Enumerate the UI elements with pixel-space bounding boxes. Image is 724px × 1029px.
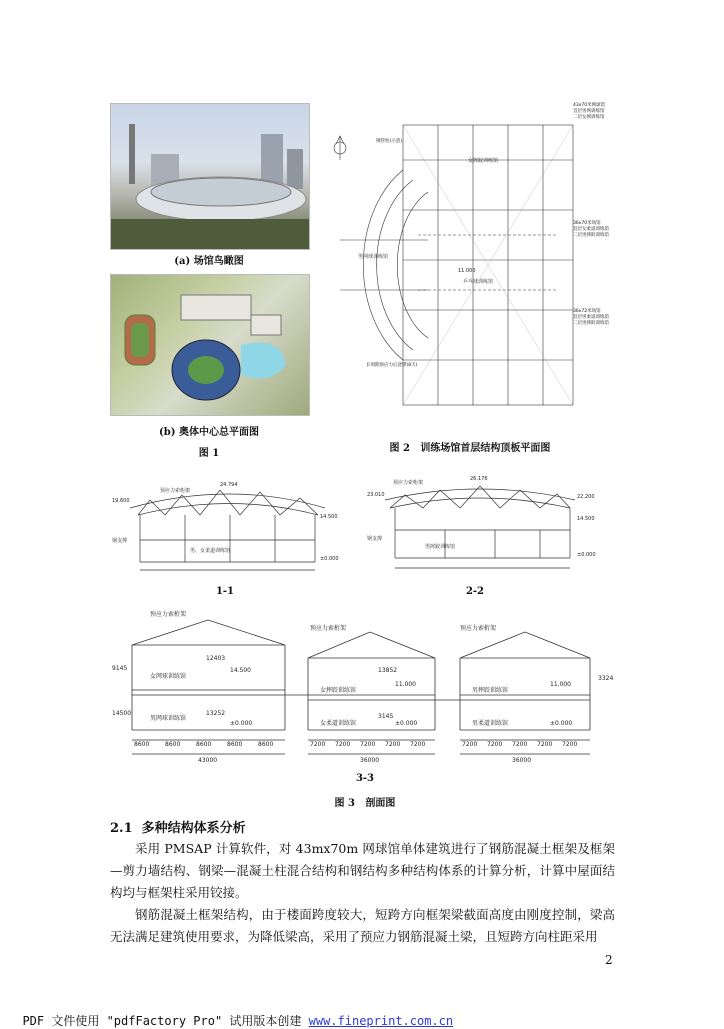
plan-note: 钢管柱(示意) <box>376 139 403 144</box>
pdf-footer <box>8 998 708 1029</box>
plan-room-label: 女摔跤训练馆 <box>468 158 499 164</box>
sec33-truss-label: 预应力索桁架 <box>460 625 497 632</box>
figure1-label: 图 1 <box>198 448 220 459</box>
sec22-elev: ±0.000 <box>577 552 596 558</box>
footer-text: PDF 文件使用 "pdfFactory Pro" 试用版本创建 <box>22 1014 309 1028</box>
sec33-level: 11.000 <box>550 681 571 688</box>
sec33-dim: 7200 <box>462 741 478 748</box>
sec33-dim: 7200 <box>310 741 326 748</box>
sec33-dim: 8600 <box>227 741 243 748</box>
sec33-dim: 7200 <box>487 741 503 748</box>
section-2-2-drawing <box>365 470 605 580</box>
sec33-room-lower: 男柔道训练馆 <box>472 720 509 727</box>
figure1a-caption: (a) 场馆鸟瞰图 <box>174 256 244 267</box>
sec22-tag: 钢支撑 <box>367 536 383 542</box>
sec33-height: 14500 <box>112 710 132 717</box>
sec11-tag: 钢支撑 <box>112 538 128 544</box>
sec11-tag: 男、女柔道训练馆 <box>190 548 231 554</box>
section-3-3-label: 3-3 <box>355 773 375 784</box>
paragraph-2: 钢筋混凝土框架结构，由于楼面跨度较大，短跨方向框架梁截面高度由刚度控制，梁高无法满足建筑使用要求，为降低梁高，采用了预应力钢筋混凝土梁，且短跨方向柱距采用 <box>110 907 615 944</box>
sec33-dim: 8600 <box>196 741 212 748</box>
page-number: 2 <box>605 953 613 967</box>
figure1b-caption: (b) 奥体中心总平面图 <box>159 427 259 438</box>
sec33-dim: 7200 <box>537 741 553 748</box>
sec11-tag: 预应力索桁架 <box>160 488 191 494</box>
sec33-total: 36000 <box>512 757 532 764</box>
sec33-height: 13852 <box>378 667 398 674</box>
sec33-height: 13252 <box>206 710 226 717</box>
plan-room-label: 男网球训练馆 <box>358 254 389 260</box>
sec33-level: ±0.000 <box>550 720 573 727</box>
sec22-elev: 26.176 <box>470 476 488 482</box>
section-2-2-svg <box>365 470 605 580</box>
section-3-3-svg <box>110 600 620 770</box>
plan-note: 43x70米网球馆 首层男网训练馆 二层女网训练馆 <box>573 103 606 120</box>
sec11-elev: 14.500 <box>320 514 338 520</box>
aerial-photo-sketch <box>111 104 309 249</box>
sec22-tag: 男摔跤训练馆 <box>425 544 456 550</box>
sec33-total: 43000 <box>198 757 218 764</box>
sec33-room-upper: 男摔跤训练馆 <box>472 687 509 694</box>
section-1-1-label: 1-1 <box>215 586 235 597</box>
plan-note: 36x70米场馆 首层女柔道训练馆 二层男摔跤训练馆 <box>573 221 609 238</box>
figure3-label: 图 3 剖面图 <box>334 798 396 809</box>
sec11-elev: 19.600 <box>112 498 130 504</box>
section-3-3-drawing <box>110 600 620 770</box>
sec22-elev: 23.010 <box>367 492 385 498</box>
sec33-room-lower: 女柔道训练馆 <box>320 720 357 727</box>
sec33-level: ±0.000 <box>395 720 418 727</box>
plan-svg <box>318 100 618 415</box>
section-1-1-svg <box>110 470 340 580</box>
plan-elev: 11.000 <box>458 268 476 274</box>
sec33-dim: 8600 <box>258 741 274 748</box>
plan-note: 长周期预应力后浇带(8天) <box>366 363 418 368</box>
sec33-dim: 7200 <box>512 741 528 748</box>
sec33-level: ±0.000 <box>230 720 253 727</box>
sec33-dim: 7200 <box>385 741 401 748</box>
sec33-dim: 8600 <box>165 741 181 748</box>
sec33-level: 14.500 <box>230 667 251 674</box>
plan-note: 36x72米场馆 首层男柔道训练馆 二层男摔跤训练馆 <box>573 309 609 326</box>
sec22-elev: 14.500 <box>577 516 595 522</box>
sec33-room-upper: 女网球训练馆 <box>150 673 187 680</box>
sec33-dim: 7200 <box>410 741 426 748</box>
site-plan-sketch <box>111 275 309 415</box>
aerial-photo <box>110 103 310 250</box>
sec33-room-upper: 女摔跤训练馆 <box>320 687 357 694</box>
sec33-truss-label: 预应力索桁架 <box>310 625 347 632</box>
sec33-dim: 8600 <box>134 741 150 748</box>
paragraph-1: 采用 PMSAP 计算软件，对 43mx70m 网球馆单体建筑进行了钢筋混凝土框架及框架—剪力墙结构、钢梁—混凝土柱混合结构和钢结构多种结构体系的计算分析，计算中屋面结构均与框架柱采用铰接。 <box>110 841 615 900</box>
section-1-1-drawing <box>110 470 340 580</box>
sec33-dim: 7200 <box>335 741 351 748</box>
structural-plan-drawing <box>318 100 618 415</box>
sec33-total: 36000 <box>360 757 380 764</box>
sec22-tag: 预应力索桁架 <box>393 480 424 486</box>
sec33-truss-label: 预应力索桁架 <box>150 611 187 618</box>
sec22-elev: 22.200 <box>577 494 595 500</box>
footer-link[interactable]: www.fineprint.com.cn <box>308 1014 454 1028</box>
sec33-room-lower: 男网球训练馆 <box>150 715 187 722</box>
sec33-dim: 7200 <box>562 741 578 748</box>
sec33-height: 3145 <box>378 713 394 720</box>
sec33-height: 9145 <box>112 665 128 672</box>
sec33-height: 12403 <box>206 655 226 662</box>
site-plan-image <box>110 274 310 416</box>
sec11-elev: 24.794 <box>220 482 238 488</box>
sec33-level: 11.000 <box>395 681 416 688</box>
section-heading: 2.1 多种结构体系分析 <box>110 821 246 836</box>
figure2-label: 图 2 训练场馆首层结构顶板平面图 <box>389 443 551 454</box>
section-2-2-label: 2-2 <box>465 586 485 597</box>
sec33-height: 3324 <box>598 675 614 682</box>
sec11-elev: ±0.000 <box>320 556 339 562</box>
plan-room-label: 乒乓球训练馆 <box>463 279 494 285</box>
sec33-dim: 7200 <box>360 741 376 748</box>
